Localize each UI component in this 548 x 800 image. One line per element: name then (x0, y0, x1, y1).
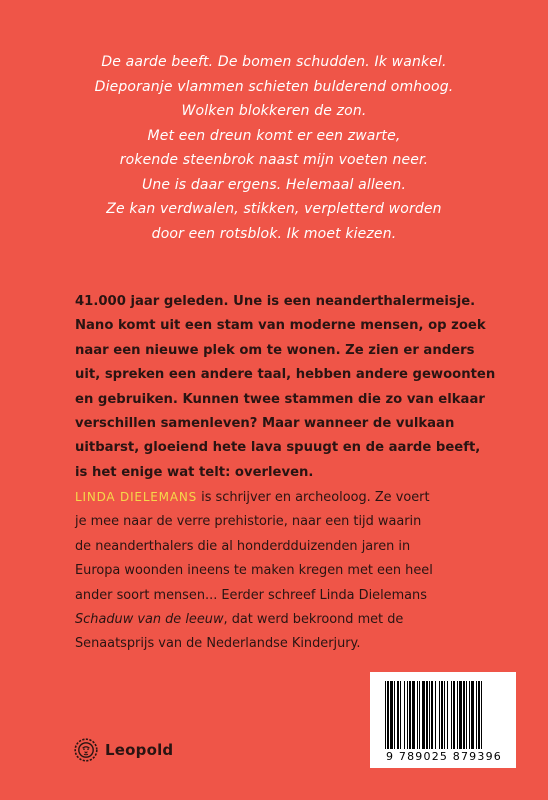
barcode-bar (390, 681, 393, 749)
excerpt-quote (60, 50, 488, 246)
barcode-bar (422, 681, 425, 749)
barcode-bar (387, 681, 389, 749)
bio-line: de neanderthalers die al honderdduizenden jaren in (75, 538, 411, 554)
barcode-bar (417, 681, 418, 749)
barcode-bar (412, 681, 415, 749)
quote-line: Met een dreun komt er een zwarte, (147, 127, 401, 144)
book-title: Schaduw van de leeuw (75, 612, 224, 628)
bio-text: is schrijver en archeoloog. Ze voert (197, 490, 430, 505)
quote-line: Ze kan verdwalen, stikken, verpletterd worden (106, 201, 442, 217)
author-bio (75, 485, 495, 657)
barcode-bar (407, 681, 408, 749)
barcode-bar (463, 681, 465, 749)
synopsis-line: uit, spreken een andere taal, hebben andere gewoonten (75, 367, 496, 383)
barcode-bar (441, 681, 443, 749)
quote-line: Wolken blokkeren de zon. (181, 103, 367, 119)
synopsis-line: naar een nieuwe plek om te wonen. Ze zien er anders (75, 342, 475, 358)
barcode-bar (429, 681, 430, 749)
bio-line: je mee naar de verre prehistorie, naar een tijd waarin (75, 514, 422, 530)
bio-line: Senaatsprijs van de Nederlandse Kinderjury. (75, 636, 361, 652)
bio-line (75, 608, 495, 632)
synopsis (75, 290, 495, 485)
publisher-name: Leopold (105, 741, 174, 759)
quote-line: Dieporanje vlammen schieten bulderend omhoog. (94, 78, 454, 95)
barcode-bar (435, 681, 436, 749)
barcode-bar (397, 681, 399, 749)
barcode-bar (419, 681, 420, 749)
barcode-bar (385, 681, 386, 749)
barcode-bar (404, 681, 405, 749)
synopsis-line: uitbarst, gloeiend hete lava spuugt en de aarde beeft, (75, 440, 481, 456)
barcode-bar (431, 681, 433, 749)
barcode-bar (466, 681, 467, 749)
barcode-bar (476, 681, 477, 749)
barcode-bar (447, 681, 448, 749)
synopsis-line: 41.000 jaar geleden. Une is een neanderthalermeisje. (75, 294, 476, 309)
barcode-bar (444, 681, 445, 749)
isbn-number: 9 789025 879396 (386, 750, 502, 763)
barcode-bar (439, 681, 440, 749)
bio-line: Europa woonden ineens te maken kregen met een heel (75, 563, 433, 579)
author-name: LINDA DIELEMANS (75, 490, 198, 504)
barcode-bar (451, 681, 452, 749)
isbn-barcode (370, 672, 516, 768)
bio-line (75, 485, 495, 510)
quote-line: De aarde beeft. De bomen schudden. Ik wankel. (101, 54, 447, 70)
barcode-bars (384, 681, 508, 749)
quote-line: Une is daar ergens. Helemaal alleen. (141, 176, 407, 193)
barcode-bar (481, 681, 482, 749)
barcode-bar (426, 681, 428, 749)
synopsis-line: Nano komt uit een stam van moderne mensen, op zoek (75, 318, 486, 334)
quote-line: door een rotsblok. Ik moet kiezen. (151, 225, 397, 242)
barcode-bar (469, 681, 470, 749)
barcode-bar (478, 681, 480, 749)
synopsis-line: en gebruiken. Kunnen twee stammen die zo van elkaar (75, 391, 485, 407)
synopsis-line: verschillen samenleven? Maar wanneer de vulkaan (75, 416, 455, 432)
lion-icon (74, 738, 98, 762)
synopsis-line: is het enige wat telt: overleven. (75, 464, 314, 480)
bio-line: ander soort mensen... Eerder schreef Linda Dielemans (75, 587, 427, 603)
barcode-bar (457, 681, 458, 749)
barcode-bar (409, 681, 411, 749)
barcode-bar (453, 681, 455, 749)
barcode-bar (400, 681, 401, 749)
barcode-bar (471, 681, 474, 749)
quote-line: rokende steenbrok naast mijn voeten neer. (119, 152, 429, 168)
barcode-bar (394, 681, 395, 749)
bio-text: , dat werd bekroond met de (223, 612, 404, 628)
barcode-bar (459, 681, 462, 749)
publisher-logo (74, 737, 173, 763)
